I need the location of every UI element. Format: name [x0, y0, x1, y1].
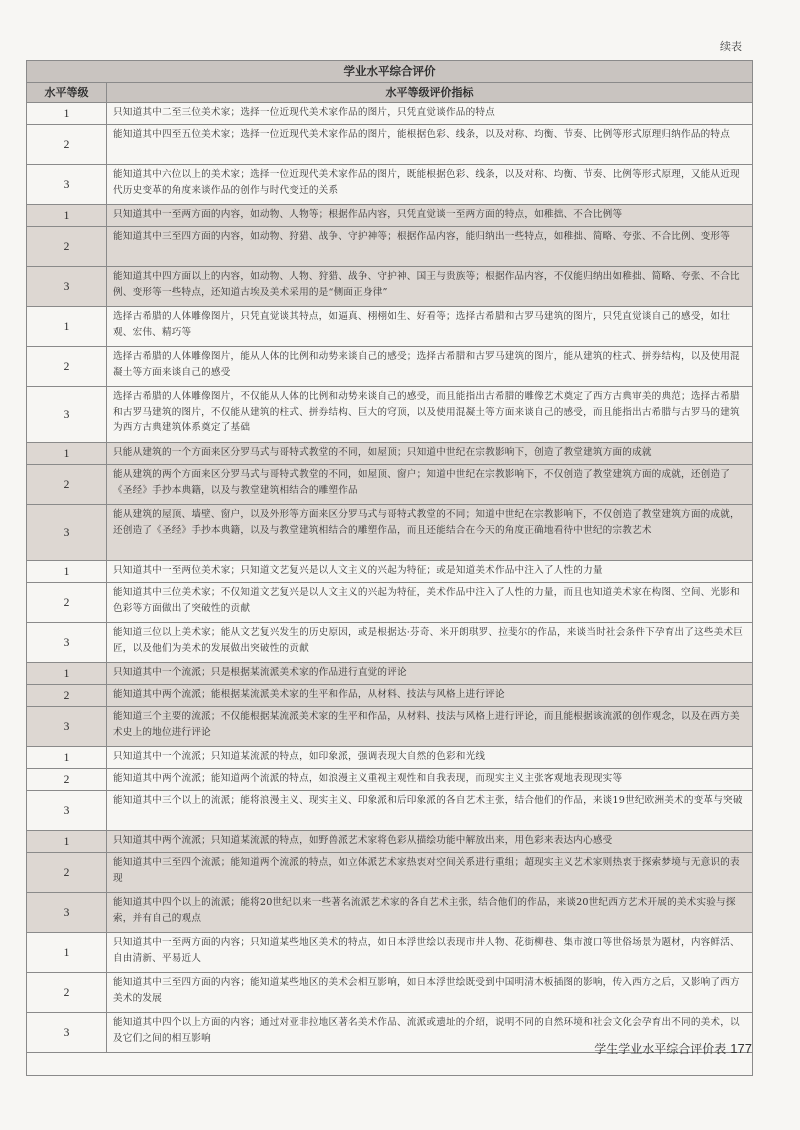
header-indicator: 水平等级评价指标	[385, 86, 474, 99]
level-cell: 3	[27, 623, 107, 662]
level-cell: 2	[27, 125, 107, 164]
level-cell: 1	[27, 307, 107, 346]
level-cell: 1	[27, 205, 107, 226]
table-row	[27, 267, 752, 307]
table-row	[27, 853, 752, 893]
indicator-cell: 只知道其中二至三位美术家；选择一位近现代美术家作品的图片，只凭直觉谈作品的特点	[113, 107, 495, 118]
page-footer	[594, 1040, 752, 1057]
level-cell: 2	[27, 769, 107, 790]
indicator-cell: 只知道其中一至两位美术家；只知道文艺复兴是以人文主义的兴起为特征；或是知道美术作品中注入了人性的力量	[113, 565, 603, 576]
table-row	[27, 227, 752, 267]
table-title: 学业水平综合评价	[27, 61, 752, 83]
indicator-cell: 能知道其中三个以上的流派；能将浪漫主义、现实主义、印象派和后印象派的各自艺术主张，结合他们的作品，来谈19世纪欧洲美术的变革与突破	[113, 795, 743, 806]
table-row	[27, 583, 752, 623]
level-cell: 3	[27, 387, 107, 442]
table-row	[27, 973, 752, 1013]
indicator-cell: 能知道其中两个流派；能知道两个流派的特点，如浪漫主义重视主观性和自我表现，而现实主义主张客观地表现现实等	[113, 773, 623, 784]
table-row	[27, 307, 752, 347]
level-cell: 1	[27, 831, 107, 852]
indicator-cell: 能从建筑的两个方面来区分罗马式与哥特式教堂的不同，如屋顶、窗户；知道中世纪在宗教影响下，不仅创造了教堂建筑方面的成就，还创造了《圣经》手抄本典籍，以及与教堂建筑相结合的雕塑作品	[113, 469, 731, 496]
level-cell: 3	[27, 1013, 107, 1052]
table-row	[27, 443, 752, 465]
indicator-cell: 只能从建筑的一个方面来区分罗马式与哥特式教堂的不同，如屋顶；只知道中世纪在宗教影响下，创造了教堂建筑方面的成就	[113, 447, 652, 458]
indicator-cell: 能知道其中四方面以上的内容，如动物、人物、狩猎、战争、守护神、国王与贵族等；根据作品内容，不仅能归纳出如稚拙、简略、夸张、不合比例、变形等一些特点，还知道古埃及美术采用的是“侧面正身律”	[113, 271, 740, 298]
table-row	[27, 561, 752, 583]
indicator-cell: 只知道其中一至两方面的内容，如动物、人物等；根据作品内容，只凭直觉谈一至两方面的特点，如稚拙、不合比例等	[113, 209, 623, 220]
level-cell: 2	[27, 465, 107, 504]
indicator-cell: 只知道其中一个流派；只知道某流派的特点，如印象派，强调表现大自然的色彩和光线	[113, 751, 486, 762]
level-cell: 3	[27, 791, 107, 830]
table-row	[27, 933, 752, 973]
table-row	[27, 831, 752, 853]
header-level: 水平等级	[27, 83, 107, 102]
indicator-cell: 只知道其中两个流派；只知道某流派的特点，如野兽派艺术家将色彩从描绘功能中解放出来，用色彩来表达内心感受	[113, 835, 613, 846]
indicator-cell: 只知道其中一个流派；只是根据某流派美术家的作品进行直觉的评论	[113, 667, 407, 678]
level-cell: 3	[27, 165, 107, 204]
evaluation-table	[26, 60, 753, 1076]
indicator-cell: 能知道其中六位以上的美术家；选择一位近现代美术家作品的图片，既能根据色彩、线条，以及对称、均衡、节奏、比例等形式原理，又能从近现代历史变革的角度来谈作品的创作与时代变迁的关系	[113, 169, 740, 196]
level-cell: 2	[27, 583, 107, 622]
indicator-cell: 能知道其中四个以上的流派；能将20世纪以来一些著名流派艺术家的各自艺术主张，结合他们的作品，来谈20世纪西方艺术开展的美术实验与探索，并有自己的观点	[113, 897, 736, 924]
table-header	[27, 83, 752, 103]
indicator-cell: 选择古希腊的人体雕像图片，只凭直觉谈其特点，如逼真、栩栩如生、好看等；选择古希腊和古罗马建筑的图片，只凭直觉谈自己的感受，如壮观、宏伟、精巧等	[113, 311, 731, 338]
level-cell: 3	[27, 707, 107, 746]
table-row	[27, 465, 752, 505]
indicator-cell: 能知道其中四个以上方面的内容；通过对亚非拉地区著名美术作品、流派或遗址的介绍，说明不同的自然环境和社会文化会孕育出不同的美术，以及它们之间的相互影响	[113, 1017, 740, 1044]
indicator-cell: 能知道三位以上美术家；能从文艺复兴发生的历史原因，或是根据达·芬奇、米开朗琪罗、拉斐尔的作品，来谈当时社会条件下孕育出了这些美术巨匠，以及他们为美术的发展做出突破性的贡献	[113, 627, 744, 654]
indicator-cell: 能知道其中四至五位美术家；选择一位近现代美术家作品的图片，能根据色彩、线条，以及对称、均衡、节奏、比例等形式原理归纳作品的特点	[113, 129, 731, 140]
indicator-cell: 能知道其中三至四个流派；能知道两个流派的特点，如立体派艺术家热衷对空间关系进行重组；超现实主义艺术家则热衷于探索梦境与无意识的表现	[113, 857, 740, 884]
level-cell: 1	[27, 663, 107, 684]
table-row	[27, 747, 752, 769]
table-row	[27, 505, 752, 561]
continued-label: 续表	[720, 40, 742, 53]
indicator-cell: 能知道三个主要的流派；不仅能根据某流派美术家的生平和作品，从材料、技法与风格上进行评论，而且能根据该流派的创作观念，以及在西方美术史上的地位进行评论	[113, 711, 740, 738]
table-row	[27, 125, 752, 165]
level-cell: 2	[27, 853, 107, 892]
table-body	[27, 103, 752, 1053]
indicator-cell: 选择古希腊的人体雕像图片，能从人体的比例和动势来谈自己的感受；选择古希腊和古罗马建筑的图片，能从建筑的柱式、拼券结构，以及使用混凝土等方面来谈自己的感受	[113, 351, 740, 378]
level-cell: 1	[27, 561, 107, 582]
level-cell: 3	[27, 267, 107, 306]
indicator-cell: 能知道其中三位美术家；不仅知道文艺复兴是以人文主义的兴起为特征，美术作品中注入了人性的力量，而且也知道美术家在构图、空间、光影和色彩等方面做出了突破性的贡献	[113, 587, 740, 614]
level-cell: 2	[27, 227, 107, 266]
page-number: 177	[730, 1041, 752, 1056]
indicator-cell: 只知道其中一至两方面的内容；只知道某些地区美术的特点，如日本浮世绘以表现市井人物、花街柳巷、集市渡口等世俗场景为题材，内容鲜活、自由清新、平易近人	[113, 937, 740, 964]
level-cell: 2	[27, 685, 107, 706]
indicator-cell: 能知道其中三至四方面的内容；能知道某些地区的美术会相互影响，如日本浮世绘既受到中国明清木板插图的影响，传入西方之后，又影响了西方美术的发展	[113, 977, 740, 1004]
table-row	[27, 103, 752, 125]
level-cell: 1	[27, 103, 107, 124]
level-cell: 2	[27, 347, 107, 386]
table-row	[27, 893, 752, 933]
table-row	[27, 791, 752, 831]
indicator-cell: 能从建筑的屋顶、墙壁、窗户，以及外形等方面来区分罗马式与哥特式教堂的不同；知道中世纪在宗教影响下，不仅创造了教堂建筑方面的成就，还创造了《圣经》手抄本典籍，以及与教堂建筑相结合的雕塑作品，而且还能结合在今天的角度正确地看待中世纪的宗教艺术	[113, 509, 740, 536]
indicator-cell: 能知道其中三至四方面的内容，如动物、狩猎、战争、守护神等；根据作品内容，能归纳出一些特点，如稚拙、简略、夸张、不合比例、变形等	[113, 231, 731, 242]
indicator-cell: 选择古希腊的人体雕像图片，不仅能从人体的比例和动势来谈自己的感受，而且能指出古希腊的雕像艺术奠定了西方古典审美的典范；选择古希腊和古罗马建筑的图片，不仅能从建筑的柱式、拼券结构、巨大的穹顶，以及使用混凝土等方面来谈自己的感受，而且能指出古希腊与古罗马的建筑为西方古典建筑体系奠定了基础	[113, 391, 740, 433]
indicator-cell: 能知道其中两个流派；能根据某流派美术家的生平和作品，从材料、技法与风格上进行评论	[113, 689, 505, 700]
table-row	[27, 769, 752, 791]
table-row	[27, 685, 752, 707]
table-row	[27, 205, 752, 227]
level-cell: 3	[27, 505, 107, 560]
level-cell: 1	[27, 747, 107, 768]
table-row	[27, 623, 752, 663]
level-cell: 1	[27, 933, 107, 972]
table-row	[27, 387, 752, 443]
footer-title: 学生学业水平综合评价表	[594, 1042, 727, 1056]
table-row	[27, 165, 752, 205]
level-cell: 1	[27, 443, 107, 464]
level-cell: 2	[27, 973, 107, 1012]
table-row	[27, 347, 752, 387]
table-row	[27, 663, 752, 685]
table-row	[27, 707, 752, 747]
level-cell: 3	[27, 893, 107, 932]
